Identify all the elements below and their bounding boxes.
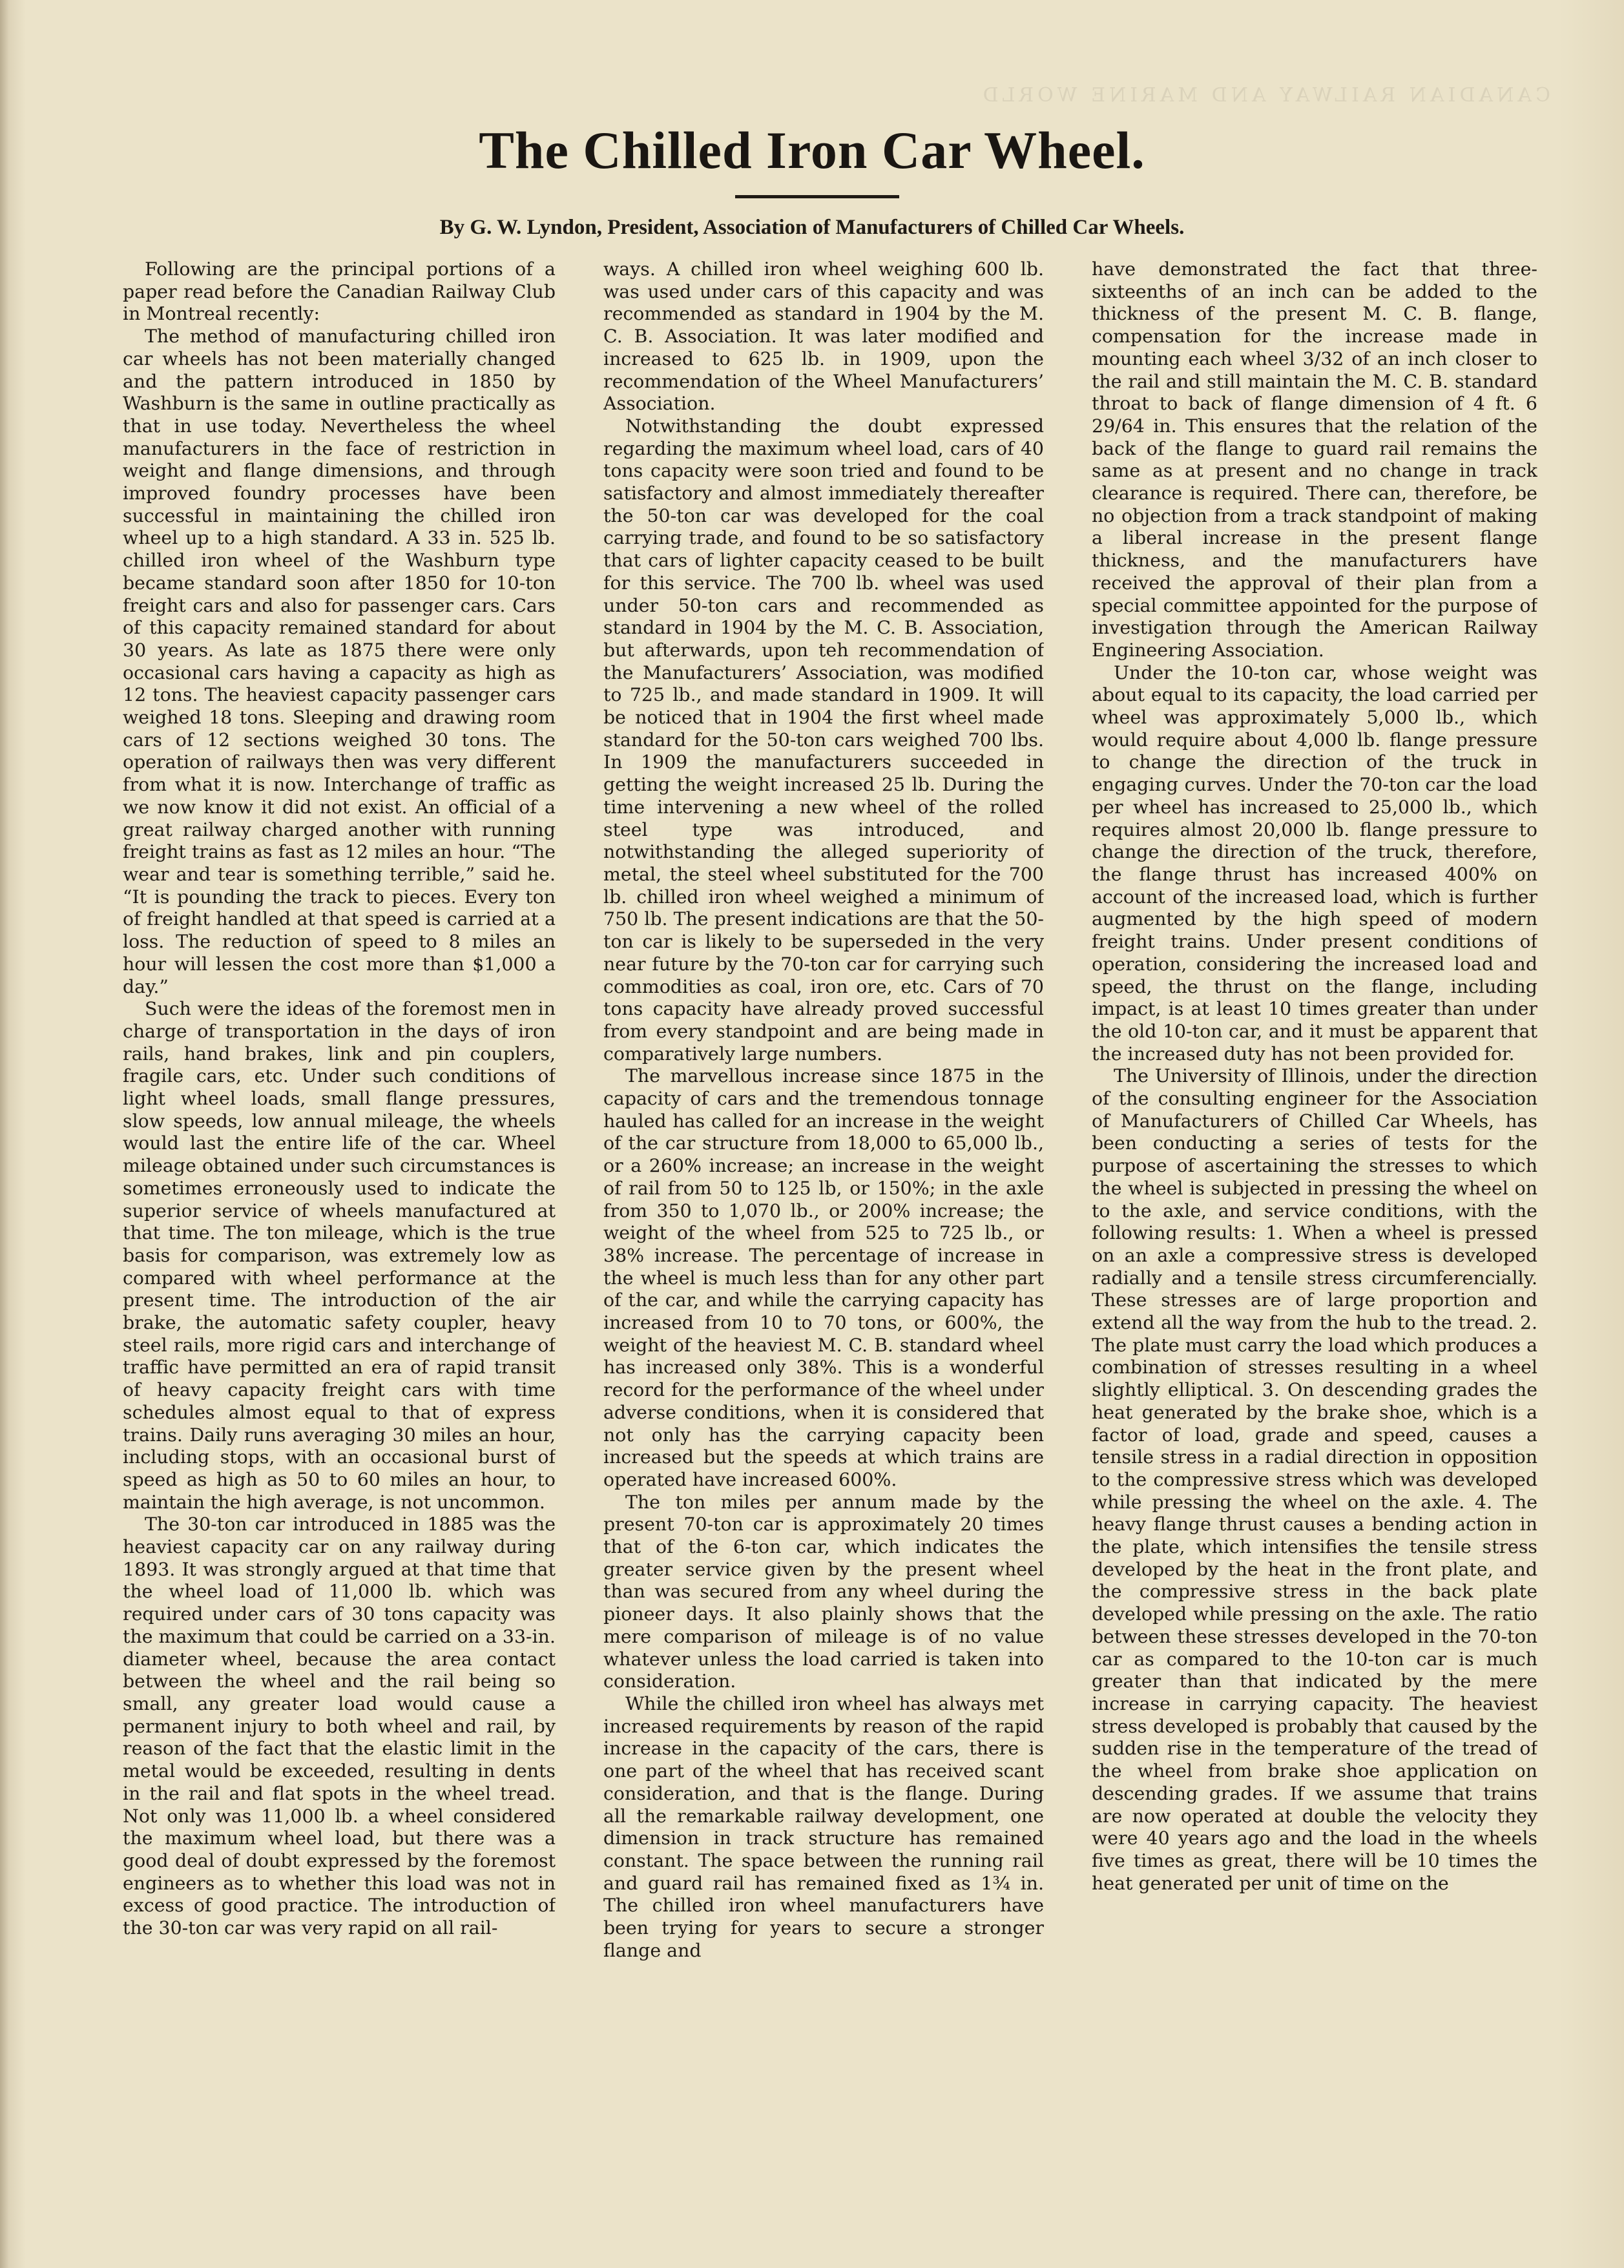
paragraph: The method of manufacturing chilled iron car wheels has not been materially changed and the pattern introduced in 1850 by Washburn is the same in outline practically as that in use today. Nevertheless the wheel manufacturers in the face of restriction in weight and flange dimensions, and through improved foundry processes have been successful in maintaining the chilled iron wheel up to a high standard. A 33 in. 525 lb. chilled iron wheel of the Washburn type became standard soon after 1850 for 10-ton freight cars and also for passenger cars. Cars of this capacity remained standard for about 30 years. As late as 1875 there were only occasional cars having a capacity as high as 12 tons. The heaviest capacity passenger cars weighed 18 tons. Sleeping and drawing room cars of 12 sections weighed 30 tons. The operation of railways then was very different from what it is now. Interchange of traffic as we now know it did not exist. An official of a great railway charged another with running freight trains as fast as 12 miles an hour. “The wear and tear is something terrible,” said he. “It is pounding the track to pieces. Every ton of freight handled at that speed is carried at a loss. The reduction of speed to 8 miles an hour will lessen the cost more than $1,000 a day.” <box>123 326 556 997</box>
paragraph: While the chilled iron wheel has always met increased requirements by reason of the rapid increase in the capacity of the cars, there is one part of the wheel that has received scant consideration, and that is the flange. During all the remarkable railway development, one dimension in track structure has remained constant. The space between the running rail and guard rail has remained fixed as 1¾ in. The chilled iron wheel manufacturers have been trying for years to secure a stronger flange and <box>603 1693 1044 1961</box>
byline: By G. W. Lyndon, President, Association of Manufacturers of Chilled Car Wheels. <box>439 216 1185 239</box>
paragraph: have demonstrated the fact that three-sixteenths of an inch can be added to the thickness of the present M. C. B. flange, compensation for the increase made in mounting each wheel 3/32 of an inch closer to the rail and still maintain the M. C. B. standard throat to back of flange dimension of 4 ft. 6 29/64 in. This ensures that the relation of the back of the flange to guard rail remains the same as at present and no change in track clearance is required. There can, therefore, be no objection from a track standpoint of making a liberal increase in the present flange thickness, and the manufacturers have received the approval of their plan from a special committee appointed for the purpose of investigation through the American Railway Engineering Association. <box>1092 258 1537 661</box>
paragraph: Under the 10-ton car, whose weight was about equal to its capacity, the load carried per wheel was approximately 5,000 lb., which would require about 4,000 lb. flange pressure to change the direction of the truck in engaging curves. Under the 70-ton car the load per wheel has increased to 25,000 lb., which requires almost 20,000 lb. flange pressure to change the direction of the truck, therefore, the flange thrust has increased 400% on account of the increased load, which is further augmented by the high speed of modern freight trains. Under present conditions of operation, considering the increased load and speed, the thrust on the flange, including impact, is at least 10 times greater than under the old 10-ton car, and it must be apparent that the increased duty has not been provided for. <box>1092 661 1537 1065</box>
paragraph: Following are the principal portions of a paper read before the Canadian Railway Club in Montreal recently: <box>123 258 556 325</box>
show-through-running-head: CANADIAN RAILWAY AND MARINE WORLD <box>979 84 1550 107</box>
column-2 <box>603 258 1044 2119</box>
column-1 <box>123 258 556 2119</box>
paragraph: The University of Illinois, under the direction of the consulting engineer for the Association of Manufacturers of Chilled Car Wheels, has been conducting a series of tests for the purpose of ascertaining the stresses to which the wheel is subjected in pressing the wheel on to the axle, and service conditions, with the following results: 1. When a wheel is pressed on an axle a compressive stress is developed radially and a tensile stress circumferencially. These stresses are of large proportion and extend all the way from the hub to the tread. 2. The plate must carry the load which produces a combination of stresses resulting in a wheel slightly elliptical. 3. On descending grades the heat generated by the brake shoe, which is a factor of load, grade and speed, causes a tensile stress in a radial direction in opposition to the compressive stress which was developed while pressing the wheel on the axle. 4. The heavy flange thrust causes a bending action in the plate, which intensifies the tensile stress developed by the heat in the front plate, and the compressive stress in the back plate developed while pressing on the axle. The ratio between these stresses developed in the 70-ton car as compared to the 10-ton car is much greater than that indicated by the mere increase in carrying capacity. The heaviest stress developed is probably that caused by the sudden rise in the temperature of the tread of the wheel from brake shoe application on descending grades. If we assume that trains are now operated at double the velocity they were 40 years ago and the load in the wheels five times as great, there will be 10 times the heat generated per unit of time on the <box>1092 1065 1537 1894</box>
paragraph: Notwithstanding the doubt expressed regarding the maximum wheel load, cars of 40 tons capacity were soon tried and found to be satisfactory and almost immediately thereafter the 50-ton car was developed for the coal carrying trade, and found to be so satisfactory that cars of lighter capacity ceased to be built for this service. The 700 lb. wheel was used under 50-ton cars and recommended as standard in 1904 by the M. C. B. Association, but afterwards, upon teh recommendation of the Manufacturers’ Association, was modified to 725 lb., and made standard in 1909. It will be noticed that in 1904 the first wheel made standard for the 50-ton cars weighed 700 lbs. In 1909 the manufacturers succeeded in getting the weight increased 25 lb. During the time intervening a new wheel of the rolled steel type was introduced, and notwithstanding the alleged superiority of metal, the steel wheel substituted for the 700 lb. chilled iron wheel weighed a minimum of 750 lb. The present indications are that the 50-ton car is likely to be superseded in the very near future by the 70-ton car for carrying such commodities as coal, iron ore, etc. Cars of 70 tons capacity have already proved successful from every standpoint and are being made in comparatively large numbers. <box>603 415 1044 1065</box>
paragraph: ways. A chilled iron wheel weighing 600 lb. was used under cars of this capacity and was recommended as standard in 1904 by the M. C. B. Association. It was later modified and increased to 625 lb. in 1909, upon the recommendation of the Wheel Manufacturers’ Association. <box>603 258 1044 415</box>
title-rule <box>735 195 899 198</box>
paragraph: The marvellous increase since 1875 in the capacity of cars and the tremendous tonnage hauled has called for an increase in the weight of the car structure from 18,000 to 65,000 lb., or a 260% increase; an increase in the weight of rail from 50 to 125 lb, or 150%; in the axle from 350 to 1,070 lb., or 200% increase; the weight of the wheel from 525 to 725 lb., or 38% increase. The percentage of increase in the wheel is much less than for any other part of the car, and while the carrying capacity has increased from 10 to 70 tons, or 600%, the weight of the heaviest M. C. B. standard wheel has increased only 38%. This is a wonderful record for the performance of the wheel under adverse conditions, when it is considered that not only has the carrying capacity been increased but the speeds at which trains are operated have increased 600%. <box>603 1065 1044 1490</box>
article-title: The Chilled Iron Car Wheel. <box>479 121 1145 180</box>
paragraph: The 30-ton car introduced in 1885 was the heaviest capacity car on any railway during 1893. It was strongly argued at that time that the wheel load of 11,000 lb. which was required under cars of 30 tons capacity was the maximum that could be carried on a 33-in. diameter wheel, because the area contact between the wheel and the rail being so small, any greater load would cause a permanent injury to both wheel and rail, by reason of the fact that the elastic limit in the metal would be exceeded, resulting in dents in the rail and flat spots in the wheel tread. Not only was 11,000 lb. a wheel considered the maximum wheel load, but there was a good deal of doubt expressed by the foremost engineers as to whether this load was not in excess of good practice. The introduction of the 30-ton car was very rapid on all rail- <box>123 1514 556 1939</box>
paragraph: The ton miles per annum made by the present 70-ton car is approximately 20 times that of the 6-ton car, which indicates the greater service given by the present wheel than was secured from any wheel during the pioneer days. It also plainly shows that the mere comparison of mileage is of no value whatever unless the load carried is taken into consideration. <box>603 1491 1044 1692</box>
paragraph: Such were the ideas of the foremost men in charge of transportation in the days of iron rails, hand brakes, link and pin couplers, fragile cars, etc. Under such conditions of light wheel loads, small flange pressures, slow speeds, low annual mileage, the wheels would last the entire life of the car. Wheel mileage obtained under such circumstances is sometimes erroneously used to indicate the superior service of wheels manufactured at that time. The ton mileage, which is the true basis for comparison, was extremely low as compared with wheel performance at the present time. The introduction of the air brake, the automatic safety coupler, heavy steel rails, more rigid cars and interchange of traffic have permitted an era of rapid transit of heavy capacity freight cars with time schedules almost equal to that of express trains. Daily runs averaging 30 miles an hour, including stops, with an occasional burst of speed as high as 50 to 60 miles an hour, to maintain the high average, is not uncommon. <box>123 998 556 1513</box>
column-3 <box>1092 258 1537 2119</box>
article-body <box>123 258 1537 2119</box>
